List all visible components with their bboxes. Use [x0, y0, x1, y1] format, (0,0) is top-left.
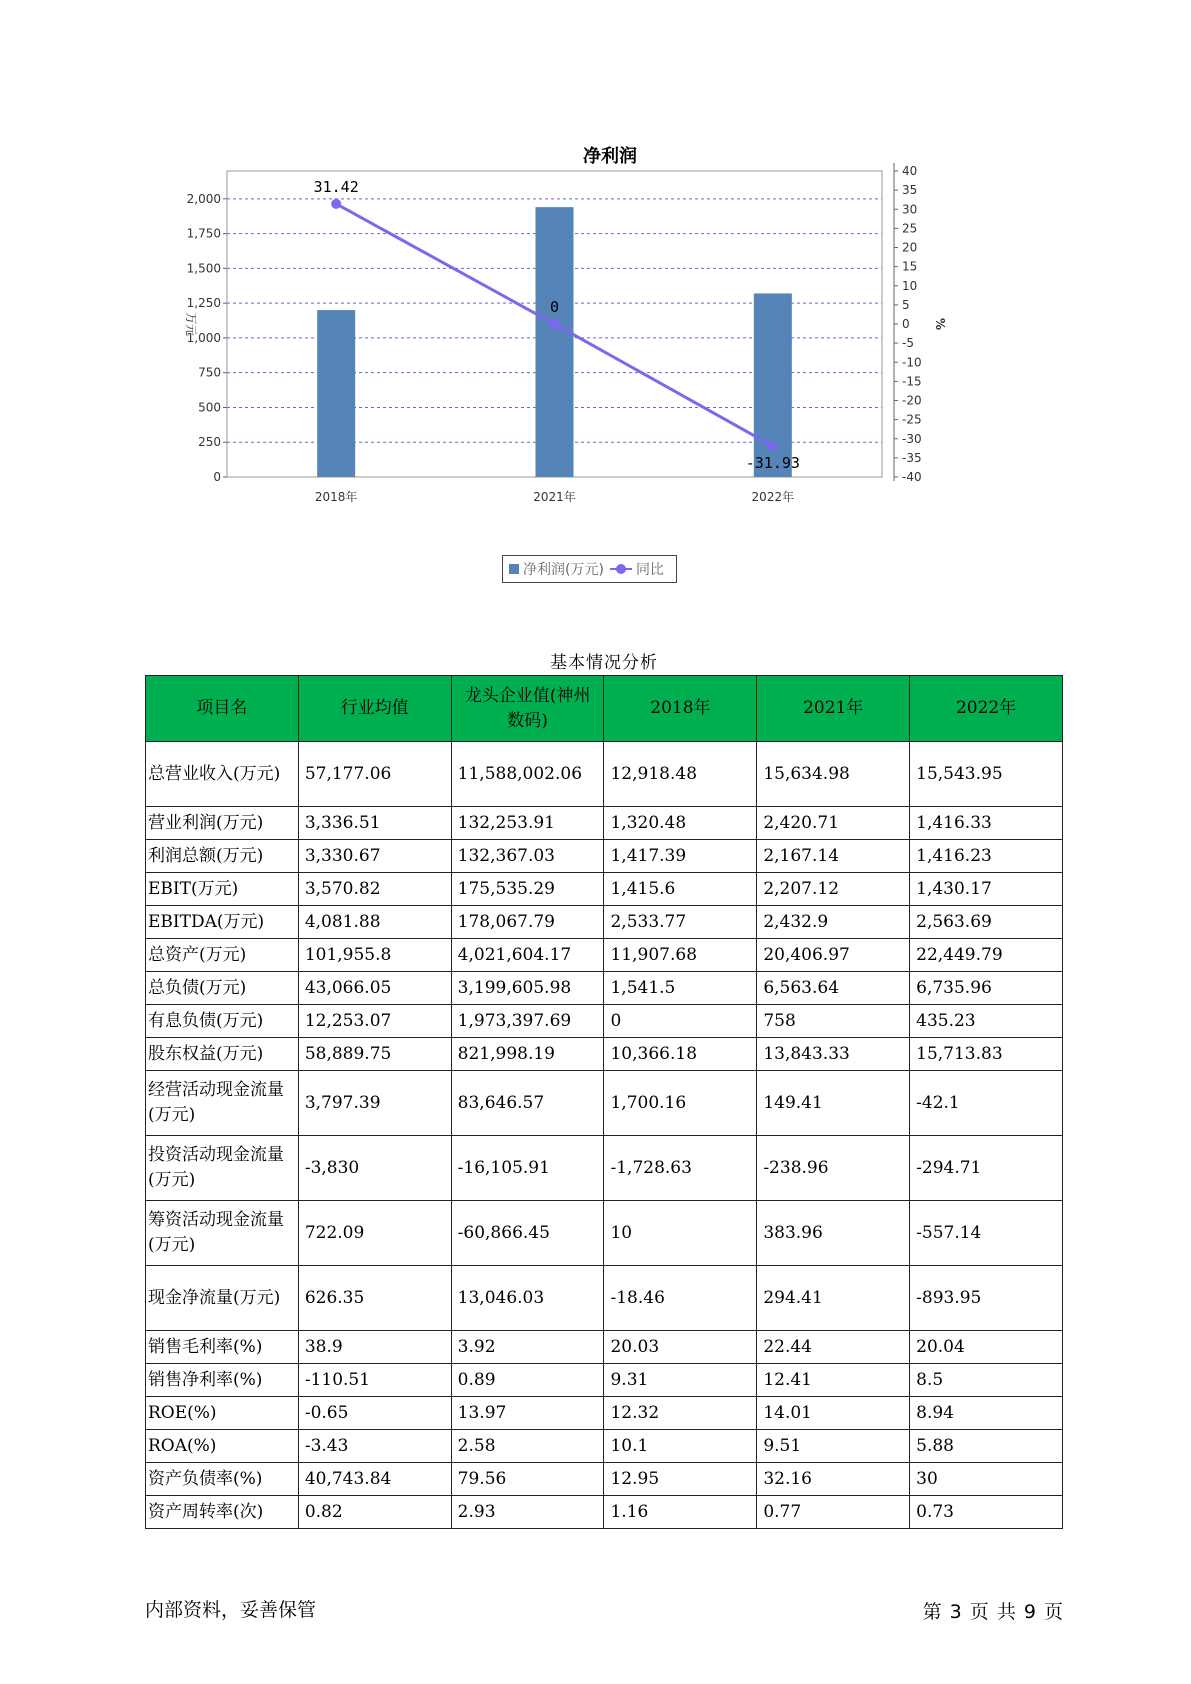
table-cell: 15,543.95: [910, 742, 1063, 807]
table-cell: -294.71: [910, 1136, 1063, 1201]
legend-label-bar: 净利润(万元): [523, 562, 604, 578]
row-label: 营业利润(万元): [146, 807, 299, 840]
table-cell: 0.77: [757, 1496, 910, 1529]
table-cell: 821,998.19: [451, 1038, 604, 1071]
table-cell: 2,207.12: [757, 873, 910, 906]
y2-tick-label: 40: [902, 164, 918, 178]
table-cell: 2,167.14: [757, 840, 910, 873]
x-tick-label: 2022年: [751, 490, 795, 504]
header-2022: 2022年: [910, 676, 1063, 742]
y2-tick-label: -20: [902, 393, 922, 408]
table-cell: 15,634.98: [757, 742, 910, 807]
table-cell: 13,843.33: [757, 1038, 910, 1071]
table-cell: -557.14: [910, 1201, 1063, 1266]
table-cell: 2,563.69: [910, 906, 1063, 939]
table-row: [146, 873, 1063, 906]
row-label: 经营活动现金流量(万元): [146, 1071, 299, 1136]
y-tick-label: 1,500: [186, 261, 221, 276]
y2-tick-label: 30: [902, 202, 918, 217]
chart-plot: [180, 130, 1040, 550]
table-cell: 11,588,002.06: [451, 742, 604, 807]
table-cell: 101,955.8: [298, 939, 451, 972]
table-cell: -110.51: [298, 1364, 451, 1397]
table-cell: 11,907.68: [604, 939, 757, 972]
table-cell: 1,973,397.69: [451, 1005, 604, 1038]
table-cell: 175,535.29: [451, 873, 604, 906]
table-cell: 15,713.83: [910, 1038, 1063, 1071]
table-cell: 9.31: [604, 1364, 757, 1397]
table-cell: -238.96: [757, 1136, 910, 1201]
legend-item-bar: [509, 559, 604, 579]
y2-tick-label: 0: [902, 317, 910, 331]
table-cell: 0.73: [910, 1496, 1063, 1529]
table-cell: 20.04: [910, 1331, 1063, 1364]
table-cell: 1,430.17: [910, 873, 1063, 906]
header-2018: 2018年: [604, 676, 757, 742]
table-cell: 1,541.5: [604, 972, 757, 1005]
table-cell: 22.44: [757, 1331, 910, 1364]
table-cell: 1,415.6: [604, 873, 757, 906]
table-caption: 基本情况分析: [550, 653, 658, 673]
legend-bar-swatch: [509, 564, 519, 574]
table-cell: 3,570.82: [298, 873, 451, 906]
y2-tick-label: 20: [902, 240, 918, 255]
table-cell: 3,199,605.98: [451, 972, 604, 1005]
table-cell: 4,021,604.17: [451, 939, 604, 972]
table-cell: 10.1: [604, 1430, 757, 1463]
y-tick-label: 250: [198, 435, 221, 450]
table-cell: 30: [910, 1463, 1063, 1496]
y-tick-label: 0: [213, 470, 221, 484]
table-row: [146, 1201, 1063, 1266]
table-cell: -3.43: [298, 1430, 451, 1463]
table-cell: 13.97: [451, 1397, 604, 1430]
y2-tick-label: 25: [902, 221, 918, 236]
table-row: [146, 906, 1063, 939]
y2-tick-label: -5: [902, 336, 914, 351]
table-cell: 2.93: [451, 1496, 604, 1529]
table-header-row: [146, 676, 1063, 742]
table-cell: 3,330.67: [298, 840, 451, 873]
footer-confidential-note: 内部资料，妥善保管: [145, 1599, 317, 1621]
row-label: ROE(%): [146, 1397, 299, 1430]
header-item-name: 项目名: [146, 676, 299, 742]
table-cell: 1,700.16: [604, 1071, 757, 1136]
y-tick-label: 500: [198, 400, 221, 415]
table-row: [146, 1266, 1063, 1331]
data-label: -31.93: [745, 454, 800, 473]
bar: [317, 310, 355, 477]
table-cell: 1,416.33: [910, 807, 1063, 840]
table-cell: 435.23: [910, 1005, 1063, 1038]
table-cell: 32.16: [757, 1463, 910, 1496]
row-label: 有息负债(万元): [146, 1005, 299, 1038]
table-cell: 40,743.84: [298, 1463, 451, 1496]
table-cell: -0.65: [298, 1397, 451, 1430]
row-label: 利润总额(万元): [146, 840, 299, 873]
table-row: [146, 840, 1063, 873]
table-cell: 626.35: [298, 1266, 451, 1331]
y2-tick-label: 5: [902, 297, 910, 312]
table-row: [146, 939, 1063, 972]
y-tick-label: 2,000: [186, 191, 221, 206]
y-axis-label: 万元: [184, 311, 198, 337]
table-row: [146, 1364, 1063, 1397]
y-tick-label: 1,250: [186, 296, 221, 311]
header-leader-value: 龙头企业值(神州数码): [451, 676, 604, 742]
y2-axis-label: %: [933, 317, 947, 331]
y-tick-label: 1,750: [186, 226, 221, 241]
table-cell: 14.01: [757, 1397, 910, 1430]
legend-line-swatch: [610, 564, 632, 574]
analysis-table: [145, 675, 1063, 1529]
yoy-point: [331, 199, 341, 209]
table-cell: 22,449.79: [910, 939, 1063, 972]
table-cell: 3.92: [451, 1331, 604, 1364]
table-cell: -893.95: [910, 1266, 1063, 1331]
table-cell: 20,406.97: [757, 939, 910, 972]
table-row: [146, 1005, 1063, 1038]
table-cell: 0.82: [298, 1496, 451, 1529]
y2-tick-label: -10: [902, 355, 922, 370]
row-label: EBITDA(万元): [146, 906, 299, 939]
table-cell: 13,046.03: [451, 1266, 604, 1331]
row-label: 股东权益(万元): [146, 1038, 299, 1071]
table-cell: 9.51: [757, 1430, 910, 1463]
chart-title: 净利润: [583, 146, 637, 167]
table-cell: 149.41: [757, 1071, 910, 1136]
row-label: 总资产(万元): [146, 939, 299, 972]
table-cell: 12.32: [604, 1397, 757, 1430]
table-row: [146, 1038, 1063, 1071]
header-2021: 2021年: [757, 676, 910, 742]
table-cell: 1,417.39: [604, 840, 757, 873]
table-cell: 6,563.64: [757, 972, 910, 1005]
row-label: 现金净流量(万元): [146, 1266, 299, 1331]
y2-tick-label: 15: [902, 259, 918, 274]
row-label: ROA(%): [146, 1430, 299, 1463]
row-label: 总负债(万元): [146, 972, 299, 1005]
table-cell: 6,735.96: [910, 972, 1063, 1005]
table-cell: 79.56: [451, 1463, 604, 1496]
legend-item-line: [610, 559, 664, 579]
table-cell: 132,367.03: [451, 840, 604, 873]
table-row: [146, 1397, 1063, 1430]
table-cell: 758: [757, 1005, 910, 1038]
table-cell: 8.94: [910, 1397, 1063, 1430]
table-cell: 294.41: [757, 1266, 910, 1331]
table-cell: 2.58: [451, 1430, 604, 1463]
y2-tick-label: -40: [902, 470, 922, 484]
table-cell: 12,253.07: [298, 1005, 451, 1038]
table-cell: 383.96: [757, 1201, 910, 1266]
table-row: [146, 1071, 1063, 1136]
table-cell: 1.16: [604, 1496, 757, 1529]
table-row: [146, 1136, 1063, 1201]
row-label: 总营业收入(万元): [146, 742, 299, 807]
table-cell: 1,416.23: [910, 840, 1063, 873]
table-cell: 58,889.75: [298, 1038, 451, 1071]
table-row: [146, 1496, 1063, 1529]
chart-legend: [502, 555, 677, 583]
row-label: 资产周转率(次): [146, 1496, 299, 1529]
row-label: EBIT(万元): [146, 873, 299, 906]
x-tick-label: 2021年: [533, 490, 576, 504]
table-cell: 0.89: [451, 1364, 604, 1397]
table-cell: 722.09: [298, 1201, 451, 1266]
row-label: 销售毛利率(%): [146, 1331, 299, 1364]
table-row: [146, 807, 1063, 840]
table-cell: -60,866.45: [451, 1201, 604, 1266]
row-label: 筹资活动现金流量(万元): [146, 1201, 299, 1266]
data-label: 31.42: [313, 177, 359, 196]
table-cell: 12.95: [604, 1463, 757, 1496]
table-cell: 10,366.18: [604, 1038, 757, 1071]
table-cell: -3,830: [298, 1136, 451, 1201]
table-cell: 12.41: [757, 1364, 910, 1397]
table-cell: 4,081.88: [298, 906, 451, 939]
x-tick-label: 2018年: [314, 490, 358, 504]
table-cell: 132,253.91: [451, 807, 604, 840]
table-row: [146, 972, 1063, 1005]
legend-label-line: 同比: [635, 562, 664, 578]
footer-page-number: 第 3 页 共 9 页: [922, 1601, 1064, 1623]
table-cell: 38.9: [298, 1331, 451, 1364]
table-cell: 57,177.06: [298, 742, 451, 807]
table-body: [146, 742, 1063, 1529]
table-cell: 3,797.39: [298, 1071, 451, 1136]
y2-tick-label: 10: [902, 278, 918, 293]
table-row: [146, 742, 1063, 807]
yoy-point: [550, 319, 560, 329]
table-cell: 43,066.05: [298, 972, 451, 1005]
y-tick-label: 1,000: [186, 330, 221, 345]
y-tick-label: 750: [198, 365, 221, 380]
y2-tick-label: -15: [902, 374, 922, 389]
table-row: [146, 1430, 1063, 1463]
table-cell: 178,067.79: [451, 906, 604, 939]
table-cell: -42.1: [910, 1071, 1063, 1136]
data-label: 0: [549, 298, 560, 316]
table-cell: 2,533.77: [604, 906, 757, 939]
table-cell: 20.03: [604, 1331, 757, 1364]
table-cell: -1,728.63: [604, 1136, 757, 1201]
table-cell: -16,105.91: [451, 1136, 604, 1201]
table-row: [146, 1463, 1063, 1496]
table-cell: 1,320.48: [604, 807, 757, 840]
table-cell: 10: [604, 1201, 757, 1266]
y2-tick-label: 35: [902, 183, 918, 198]
net-profit-chart: [180, 130, 1040, 600]
table-cell: 5.88: [910, 1430, 1063, 1463]
table-cell: -18.46: [604, 1266, 757, 1331]
y2-tick-label: -35: [902, 450, 922, 465]
table-cell: 2,432.9: [757, 906, 910, 939]
table-cell: 12,918.48: [604, 742, 757, 807]
yoy-point: [768, 441, 778, 451]
table-cell: 3,336.51: [298, 807, 451, 840]
row-label: 投资活动现金流量(万元): [146, 1136, 299, 1201]
header-industry-avg: 行业均值: [298, 676, 451, 742]
y2-tick-label: -25: [902, 412, 922, 427]
row-label: 资产负债率(%): [146, 1463, 299, 1496]
table-cell: 83,646.57: [451, 1071, 604, 1136]
y2-tick-label: -30: [902, 431, 922, 446]
table-cell: 8.5: [910, 1364, 1063, 1397]
table-cell: 0: [604, 1005, 757, 1038]
table-cell: 2,420.71: [757, 807, 910, 840]
bar: [536, 207, 574, 477]
table-row: [146, 1331, 1063, 1364]
row-label: 销售净利率(%): [146, 1364, 299, 1397]
